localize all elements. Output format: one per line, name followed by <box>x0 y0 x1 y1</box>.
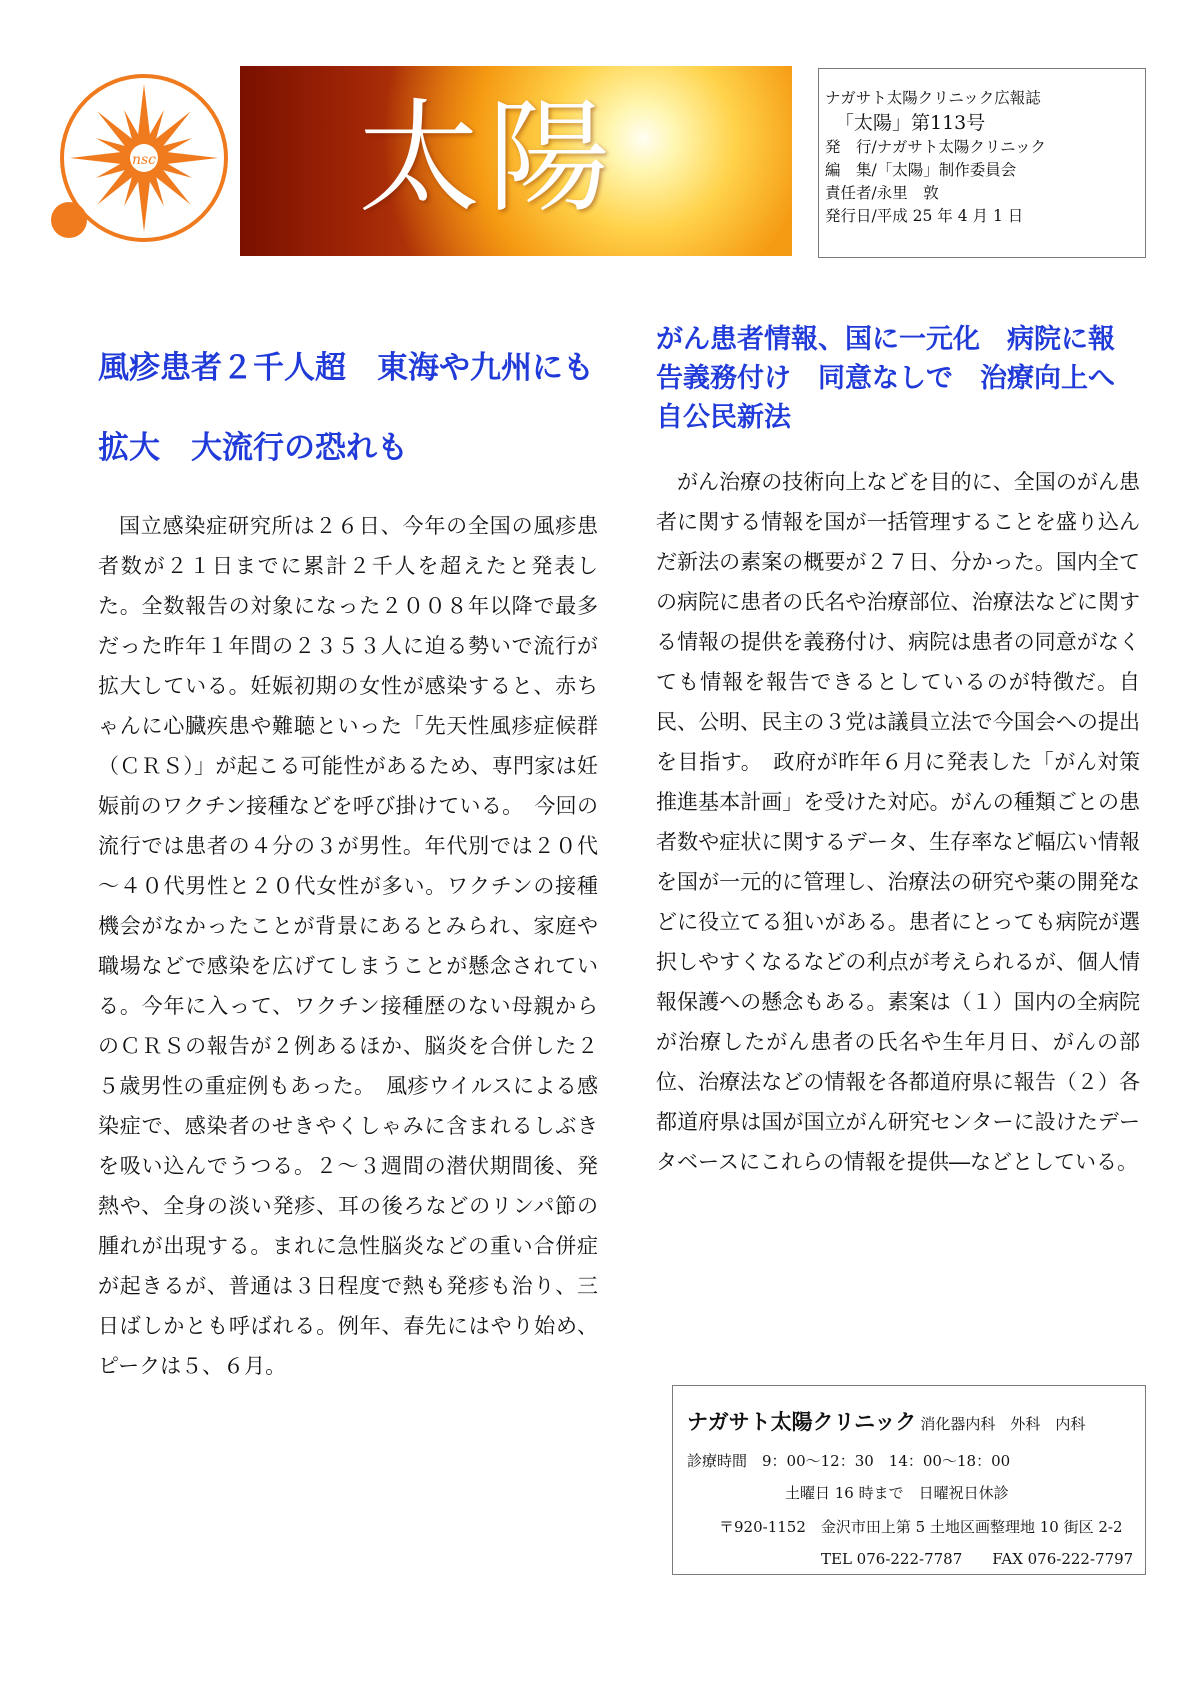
info-editor: 編 集/「太陽」制作委員会 <box>825 161 1017 179</box>
clinic-phone: TEL 076-222-7787 FAX 076-222-7797 <box>821 1550 1134 1568</box>
masthead-banner <box>240 66 792 256</box>
info-responsible: 責任者/永里 敦 <box>825 184 939 202</box>
article2-headline: がん患者情報、国に一元化 病院に報告義務付け 同意なしで 治療向上へ自公民新法 <box>656 324 1115 433</box>
info-publisher-line: ナガサト太陽クリニック広報誌 <box>825 89 1041 107</box>
info-date: 発行日/平成 25 年 4 月 1 日 <box>825 207 1024 225</box>
clinic-info <box>672 1385 1146 1575</box>
masthead-title: 太陽 <box>358 87 618 229</box>
article1-body: 国立感染症研究所は２６日、今年の全国の風疹患者数が２１日までに累計２千人を超えたと発表した。全数報告の対象になった２００８年以降で最多だった昨年１年間の２３５３人に迫る勢いで流行が拡大している。妊娠初期の女性が感染すると、赤ちゃんに心臓疾患や難聴といった「先天性風疹症候群（ＣＲＳ）」が起こる可能性があるため、専門家は妊娠前のワクチン接種などを呼び掛けている。 今回の流行では患者の４分の３が男性。年代別では２０代～４０代男性と２０代女性が多い。ワクチンの接種機会がなかったことが背景にあるとみられ、家庭や職場などで感染を広げてしまうことが懸念されている。今年に入って、ワクチン接種歴のない母親からのＣＲＳの報告が２例あるほか、脳炎を合併した２５歳男性の重症例もあった。 風疹ウイルスによる感染症で、感染者のせきやくしゃみに含まれるしぶきを吸い込んでうつる。２～３週間の潜伏期間後、発熱や、全身の淡い発疹、耳の後ろなどのリンパ節の腫れが出現する。まれに急性脳炎などの重い合併症が起きるが、普通は３日程度で熱も発疹も治り、三日ばしかとも呼ばれる。例年、春先にはやり始め、ピークは５、６月。 <box>98 514 598 1378</box>
clinic-logo <box>44 68 234 258</box>
article1-headline: 風疹患者２千人超 東海や九州にも拡大 大流行の恐れも <box>98 350 594 466</box>
clinic-departments: 消化器内科 外科 内科 <box>920 1415 1086 1433</box>
sun-compass-logo-icon <box>44 68 234 258</box>
clinic-name: ナガサト太陽クリニック <box>687 1410 917 1434</box>
info-issue: 「太陽」第113号 <box>835 112 986 134</box>
info-issuer: 発 行/ナガサト太陽クリニック <box>825 138 1046 156</box>
clinic-saturday: 土曜日 16 時まで 日曜祝日休診 <box>785 1484 1009 1502</box>
article2-body: がん治療の技術向上などを目的に、全国のがん患者に関する情報を国が一括管理することを盛り込んだ新法の素案の概要が２７日、分かった。国内全ての病院に患者の氏名や治療部位、治療法などに関する情報の提供を義務付け、病院は患者の同意がなくても情報を報告できるとしているのが特徴だ。自民、公明、民主の３党は議員立法で今国会への提出を目指す。 政府が昨年６月に発表した「がん対策推進基本計画」を受けた対応。がんの種類ごとの患者数や症状に関するデータ、生存率など幅広い情報を国が一元的に管理し、治療法の研究や薬の開発などに役立てる狙いがある。患者にとっても病院が選択しやすくなるなどの利点が考えられるが、個人情報保護への懸念もある。素案は（１）国内の全病院が治療したがん患者の氏名や生年月日、がんの部位、治療法などの情報を各都道府県に報告（２）各都道府県は国が国立がん研究センターに設けたデータベースにこれらの情報を提供―などとしている。 <box>656 470 1140 1174</box>
logo-text: nsc <box>131 152 157 168</box>
publication-info <box>818 68 1146 258</box>
clinic-hours: 診療時間 9：00～12：30 14：00～18：00 <box>687 1452 1011 1470</box>
clinic-address: 〒920-1152 金沢市田上第 5 土地区画整理地 10 街区 2-2 <box>719 1518 1123 1536</box>
